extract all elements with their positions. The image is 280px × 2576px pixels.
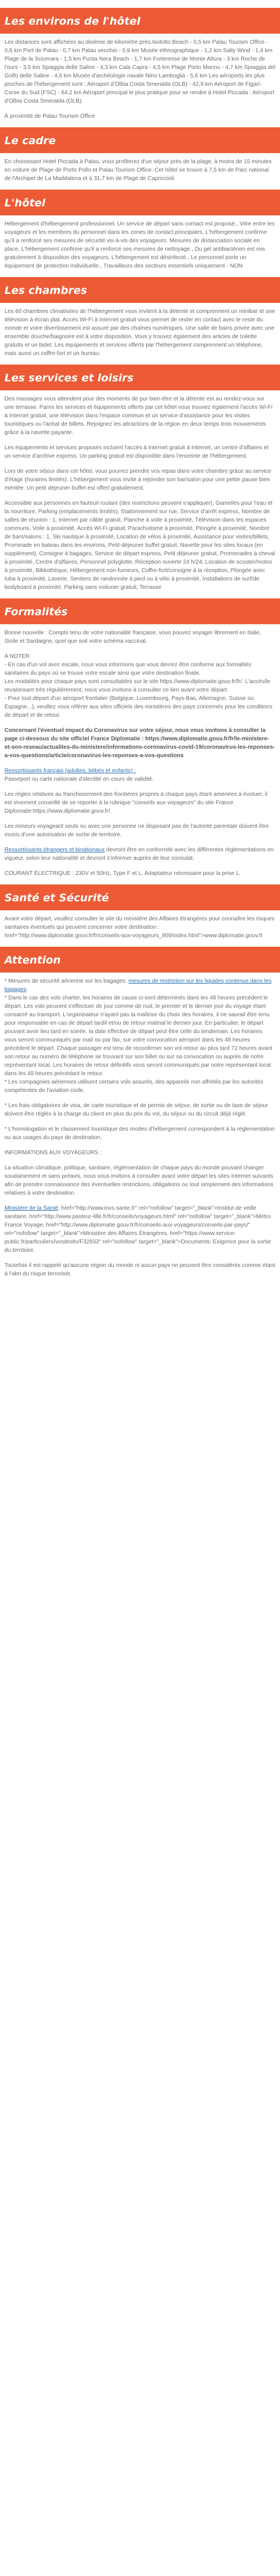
paragraph: Concernant l'éventuel impact du Coronavirus sur votre séjour, nous vous invitons à consulter la page ci-dessous du site officiel France Diplomatie : https://www.diplomatie.gouv.fr/fr/le-ministere-et-son-reseau/actualites-du-ministere/informations-coronavirus-covid-19/coronavirus-les-reponses-a-vos-questions/article/coronavirus-les-reponses-a-vos-questions [4, 727, 275, 759]
section-hotel [0, 190, 280, 270]
paragraph: Les équipements et services proposés incluent l'accès à Internet gratuit à Internet, un centre d'affaires et un service d'archive express. Un parking gratuit est disponible dans l'enceinte de l'hébergement. [4, 445, 269, 459]
paragraph: * L'homologation et le classement touristique des modes d'hébergement correspondent à la réglementation ou aux usages du pays de destination. [4, 1126, 275, 1141]
paragraph: La situation climatique, politique, sanitaire, réglementation de chaque pays du monde pouvant changer soudainement et sans préavis, nous vous invitons à consulter avant votre départ les sites Internet suivants afin de prendre connaissance des éventuelles restrictions, obligations ou tout simplement des informations relatives à votre destination. [4, 1165, 274, 1196]
section-body [0, 38, 280, 121]
paragraph: A NOTER - En cas d'un vol avec escale, nous vous informons que vous devrez être conforme aux formalités sanitaires du pays où se trouve votre escale ainsi que votre destination finale. Les modalités pour chaque pays sont consultables sur le site https://www.diplomatie.gouv.fr/fr/. L'accès/le revalorisant très régulièrement, nous vous invitons à consulter ce lien avant votre départ. - Pour tout départ d'un aéroport frontalier (Belgique, Luxembourg, Pays-Bas, Allemagne, Suisse ou Espagne...), veuillez vous référer aux sites officiels des ministères des pays concernés pour les conditions de départ et de retour. [4, 653, 273, 718]
paragraph: Avant votre départ, veuillez consulter le site du ministère des Affaires étrangères pour connaître les risques sanitaires éventuels qui peuvent concerner votre destination : href="http://www.diplomatie.gouv.fr/fr/conseils-aux-voyageurs_909/index.html">www.diplomatie.gouv.fr [4, 916, 275, 939]
section-environs [0, 8, 280, 121]
paragraph-text: devront être en conformité avec les différentes réglementations en vigueur, selon leur nationalité et devront s'informer auprès de leur consulat. [4, 847, 274, 861]
section-title: Formalités [0, 598, 280, 624]
section-body [0, 220, 280, 270]
paragraph-text: * Mesures de sécurité aérienne sur les bagages: [4, 978, 129, 984]
section-services [0, 365, 280, 592]
paragraph-text: . * Dans le cas des vols charter, les horaires de cause ci-sont déterminés dans les 48 heures précédent le départ. Les vols peuvent s'effectuer de jour comme de nuit; le premier et le dernier jour du voyage étant consacré au transport. L'organisateur n'ayant pas la maîtrise du choix des horaires, il ne saurait être tenu pour responsable en cas de départ tardif et/ou de retour matinal le dernier jour. En particulier, le départ pouvant avoir lieu tard en soirée, la date effective de départ peut être celle du lendemain. Les horaires vous seront communiqués par mail ou par fax, sur votre convocation aéroport dans les 48 heures précédent le départ. Chaque passager est tenu de reconfirmer son vol retour au plus tard 72 heures avant son retour au numéro de téléphone se trouvant sur son billet ou sur sa convocation ou auprès de notre représentant local. Les horaires de retour définitifs vous seront communiqués par notre représentant local dans les 48 heures précédant le retour. * Les compagnies aériennes utilisent certains vols assurés, des appareils non affrétés par les autorités compétentes de l'aviation civile. [4, 987, 272, 1094]
section-body [0, 915, 280, 940]
page [0, 0, 280, 1278]
paragraph: En choisissant Hotel Piccada à Palau, vous profiterez d'un séjour près de la plage, à moins de 15 minutes en voiture de Plage de Porto Pollo et Palau Tourism Office. Cet hôtel se trouve à 7,5 km de Parc national de l'Archipel de La Maddalena et à 31,7 km de Plage de Capriccioli. [4, 159, 272, 182]
paragraph: À proximité de Palau Tourism Office [4, 113, 95, 119]
paragraph: Des massages vous attendent pour des moments de pur bien-être et la détente est au rendez-vous sur une terrasse. Parmi les services et équipements offerts par cet hôtel vous trouvez également l'accès Wi-Fi à Internet gratuit, une télévision dans l'espace commun et un service d'assistance pour les visites touristiques ou l'achat de billets. Rejoignez les attractions de la région en deux temps trois mouvements grâce à la navette payante. [4, 396, 273, 436]
section-body [0, 629, 280, 878]
paragraph: Les 60 chambres climatisées de l'hébergement vous invitent à la détente et comprennent un minibar et une télévision à écran plat. Accès Wi-Fi à Internet gratuit vous permet de rester en contact avec le reste du monde et votre divertissement est assuré par des chaînes numériques. Une salle de bains privée avec une ensemble douche/baignoire est à votre disposition. Vous y trouvez également des articles de toilette gratuits et un bidet. Les équipements et services offerts par l'hébergement comprennent un téléphone, mais aussi un coffre-fort et un bureau. [4, 308, 276, 357]
paragraph: * Les frais obligatoires de visa, de carte touristique et de permis de séjour, de sortie ou de taxe de séjour doivent être réglés à la charge du client en plus du prix du vol, du séjour ou du circuit déjà réglé. [4, 1103, 268, 1117]
foreigners-link[interactable]: Ressortissants étrangers et binationaux [4, 847, 105, 853]
section-title: Santé et Sécurité [0, 884, 280, 910]
section-title: Les environs de l'hôtel [0, 8, 280, 34]
paragraph: Accessible aux personnes en fauteuil roulant (des restrictions peuvent s'appliquer), Gamelles pour l'eau et la nourriture, Parking (emplacements limités), Stationnement sur rue, Service d'arrêt express, Nombre de salles de réunion : 1, Internet par câble gratuit, Planche à voile à proximité, Télévision dans les espaces communs, Voile à proximité, Accès Wi-Fi gratuit, Parachutisme à proximité, Plongée à proximité, Nombre de bars/salons : 1, Ski nautique à proximité, Location de vélos à proximité, Assistance pour visites/billets, Prominade en bateau dans les environs, Petit-déjeuner buffet gratuit, Navette pour les sites locaux (en supplément), Consigne à bagages, Service de départ express, Petit déjeuner gratuit, Promenades à cheval à proximité, Centre d'affaires, Personnel polyglotte, Réception ouverte 24 h/24, Location de scooter/motos à proximité, Bibliothèque, Hébergement non-fumeurs, Coffre-fort/consigne à la réception, Plongée avec tuba à proximité, Laverie, Sentiers de randonnée à pied ou à vélo à proximité, Installations de surf/de bodyboard à proximité, Parking sans voiturier gratuit, Terrasse [4, 500, 276, 591]
nationality-link[interactable]: Ressortissants français (adultes, bébés et enfants) : [4, 768, 136, 774]
paragraph [4, 977, 276, 1095]
section-chambres [0, 277, 280, 358]
paragraph-text: Passeport ou carte nationale d'identité en cours de validité. [4, 776, 154, 782]
paragraph: INFORMATIONS AUX VOYAGEURS : [4, 1150, 101, 1156]
section-title: Le cadre [0, 127, 280, 153]
paragraph: Bonne nouvelle : Compte tenu de votre nationalité française, vous pouvez voyager librement en Italie, Sicile et Sardaigne, quel que soit votre schéma vaccinal. [4, 630, 262, 644]
paragraph-text: : href="http://www.invs.sante.fr" rel="nofollow" target="_blank">Institut de veille sanitaire, href="http://www.pasteur-lille.fr/fr/conseils/voyageurs.html" rel="nofollow" target="_blank">Métro France Voyage, href="http://www.diplomatie.gouv.fr/fr/conseils-aux-voyageurs/conseils-par-pays/" rel="nofollow" target="_blank">Ministère des Affaires Étrangères, href="https://www.service-public.fr/particuliers/vosdroits/F32833" rel="nofollow" target="_blank">Documents: Exigence pour la sortie du territoire. [4, 1205, 271, 1254]
section-title: Les services et loisirs [0, 365, 280, 390]
paragraph: Les règles relatives au franchissement des frontières propres à chaque pays étant amenées à évoluer, il est vivement conseillé de se reporter à la rubrique "conseils aux voyageurs" du site France Diplomatie:https://www.diplomatie.gouv.fr/. [4, 791, 268, 814]
paragraph: COURANT ÉLECTRIQUE : 230V et 50Hz, Type F et L. Adaptateur nécessaire pour la prise L. [4, 870, 241, 877]
paragraph: Les mineurs voyageant seuls ou avec une personne ne disposant pas de l'autorité parentale doivent être munis d'une autorisation de sortie de territoire. [4, 823, 269, 838]
liquids-restriction-link[interactable]: mesures de restriction sur les liquides contenus dans les bagages [4, 978, 272, 993]
paragraph: Toutefois il est rappelé qu'aucune région du monde ni aucun pays ne peuvent être considérés comme étant à l'abri du risque terroriste. [4, 1262, 276, 1277]
paragraph [4, 846, 276, 863]
paragraph [4, 767, 276, 784]
section-body [0, 977, 280, 1278]
section-body [0, 395, 280, 592]
paragraph [4, 1204, 276, 1255]
section-body [0, 307, 280, 358]
section-title: L'hôtel [0, 190, 280, 215]
paragraph: Hébergement d'hébergement professionnel. Un service de départ sans contact est proposé., Vitre entre les voyageurs et les membres du personnel dans les zones de contact principales, L'hébergement confirme qu'il a renforcé ses mesures de sécurité vis-à-vis des voyageurs. Mesures de distanciation sociale en place, L'hébergement confirme qu'il a renforcé ses mesures de nettoyage., Du gel antibactérien est mis gratuitement à disposition des voyageurs, L'hébergement est désinfecté., Le personnel porte un équipement de protection individuelle., Travailleurs des secteurs essentiels uniquement - NON [4, 221, 275, 269]
section-cadre [0, 127, 280, 183]
paragraph: Lors de votre séjour dans cet hôtel, vous pourrez prendre vos repas dans votre chambre grâce au service d'étage (horaires limités). L'hébergement vous invite à rejoindre son bar/salon pour une petite pause bien méritée. Un petit déjeuner buffet est offert gratuitement. [4, 468, 272, 491]
section-title: Les chambres [0, 277, 280, 303]
section-attention [0, 947, 280, 1278]
section-sante [0, 884, 280, 940]
health-ministry-link[interactable]: Ministère de la Santé [4, 1205, 58, 1211]
section-formalites [0, 598, 280, 878]
section-title: Attention [0, 947, 280, 973]
paragraph: Les distances sont affichées au dixième de kilomètre près.Isolotto Beach - 0,5 km Palau Tourism Office - 0,6 km Port de Palau - 0,7 km Palau vecchio - 0,9 km Musée ethnographique - 1,2 km Salty Wind - 1,4 km Plage de la Sciumara - 1,5 km Punta Nera Beach - 1,7 km Forteresse de Monte Altura - 3 km Roche de l'ours - 3,5 km Spiaggia delle Saline - 4,3 km Cala Capra - 4,5 km Plage Porto Mannu - 4,7 km Spiaggia del Golfo delle Saline - 4,6 km Musée d'archéologie navale Nino Lamboglia - 5,6 km Les aéroports les plus proches de l'hébergement sont : Aéroport d'Olbia Costa Smeralda (OLB) - 42,9 km Aéroport de Figari-Corse du Sud (FSC) - 64,2 km Aéroport principal le plus pratique pour se rendre à Hotel Piccada : Aéroport d'Olbia Costa Smeralda (OLB). [4, 39, 276, 104]
section-body [0, 158, 280, 183]
